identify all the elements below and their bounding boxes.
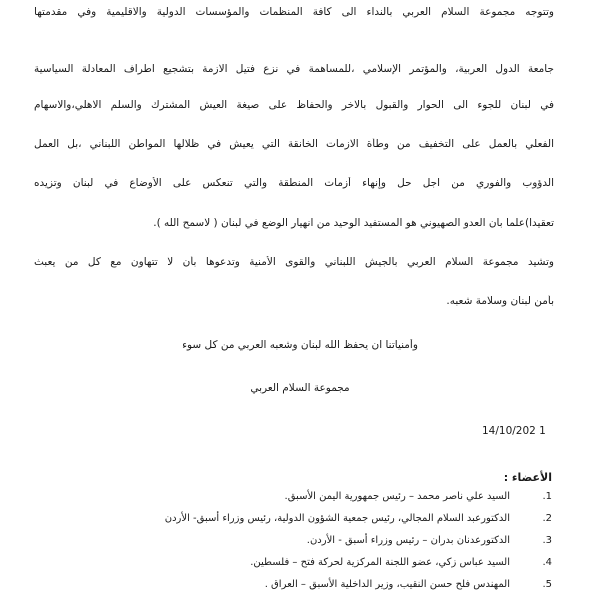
member-number: 2. bbox=[542, 512, 552, 524]
member-text: السيد علي ناصر محمد – رئيس جمهورية اليمن الأسبق. bbox=[284, 490, 510, 502]
member-number: 4. bbox=[542, 556, 552, 568]
members-heading: الأعضاء : bbox=[503, 471, 552, 484]
member-text: المهندس فلح حسن النقيب، وزير الداخلية الأسبق – العراق . bbox=[264, 578, 510, 590]
document-date: 14/10/202 1 bbox=[482, 425, 546, 437]
signature: مجموعة السلام العربي bbox=[250, 382, 350, 394]
paragraph-line: وتتوجه مجموعة السلام العربي بالنداء الى كافة المنظمات والمؤسسات الدولية والاقليمية وفي مقدمتها bbox=[34, 6, 554, 18]
member-item bbox=[285, 488, 552, 504]
member-number: 1. bbox=[542, 490, 552, 502]
paragraph-line: تعقيدا)علما بان العدو الصهيوني هو المستفيد الوحيد من انهيار الوضع في لبنان ( لاسمح الله ). bbox=[153, 217, 554, 229]
member-item bbox=[265, 576, 552, 592]
paragraph-line: جامعة الدول العربية، والمؤتمر الإسلامي ،للمساهمة في نزع فتيل الازمة بتشجيع اطراف المعادلة السياسية bbox=[34, 63, 554, 75]
paragraph-line: في لبنان للجوء الى الحوار والقبول بالاخر والحفاظ على صيغة العيش المشترك والسلم الاهلي،والاسهام bbox=[34, 99, 554, 111]
paragraph-line: الدؤوب والفوري من اجل حل وإنهاء أزمات المنطقة والتي تنعكس على الأوضاع في لبنان وتزيده bbox=[34, 177, 554, 189]
paragraph-line: وتشيد مجموعة السلام العربي بالجيش اللبناني والقوى الأمنية وتدعوها بأن لا تتهاون مع كل من يعبث bbox=[34, 256, 554, 268]
member-text: الدكتورعدنان بدران – رئيس وزراء أسبق - الأردن. bbox=[306, 534, 510, 546]
member-number: 3. bbox=[542, 534, 552, 546]
member-item bbox=[250, 554, 552, 570]
paragraph-line: الفعلي بالعمل على التخفيف من وطأة الازمات الخانقة التي يعيش في ظلالها المواطن اللبناني ،بل العمل bbox=[34, 138, 554, 150]
closing-line: وأمنياتنا ان يحفظ الله لبنان وشعبه العربي من كل سوء bbox=[182, 339, 418, 351]
member-text: الدكتورعبد السلام المجالي، رئيس جمعية الشؤون الدولية، رئيس وزراء أسبق- الأردن bbox=[164, 512, 510, 524]
member-text: السيد عباس زكي، عضو اللجنة المركزية لحركة فتح – فلسطين. bbox=[250, 556, 510, 568]
paragraph-line: بأمن لبنان وسلامة شعبه. bbox=[446, 295, 554, 307]
member-number: 5. bbox=[542, 578, 552, 590]
member-item bbox=[307, 532, 552, 548]
member-item bbox=[165, 510, 552, 526]
